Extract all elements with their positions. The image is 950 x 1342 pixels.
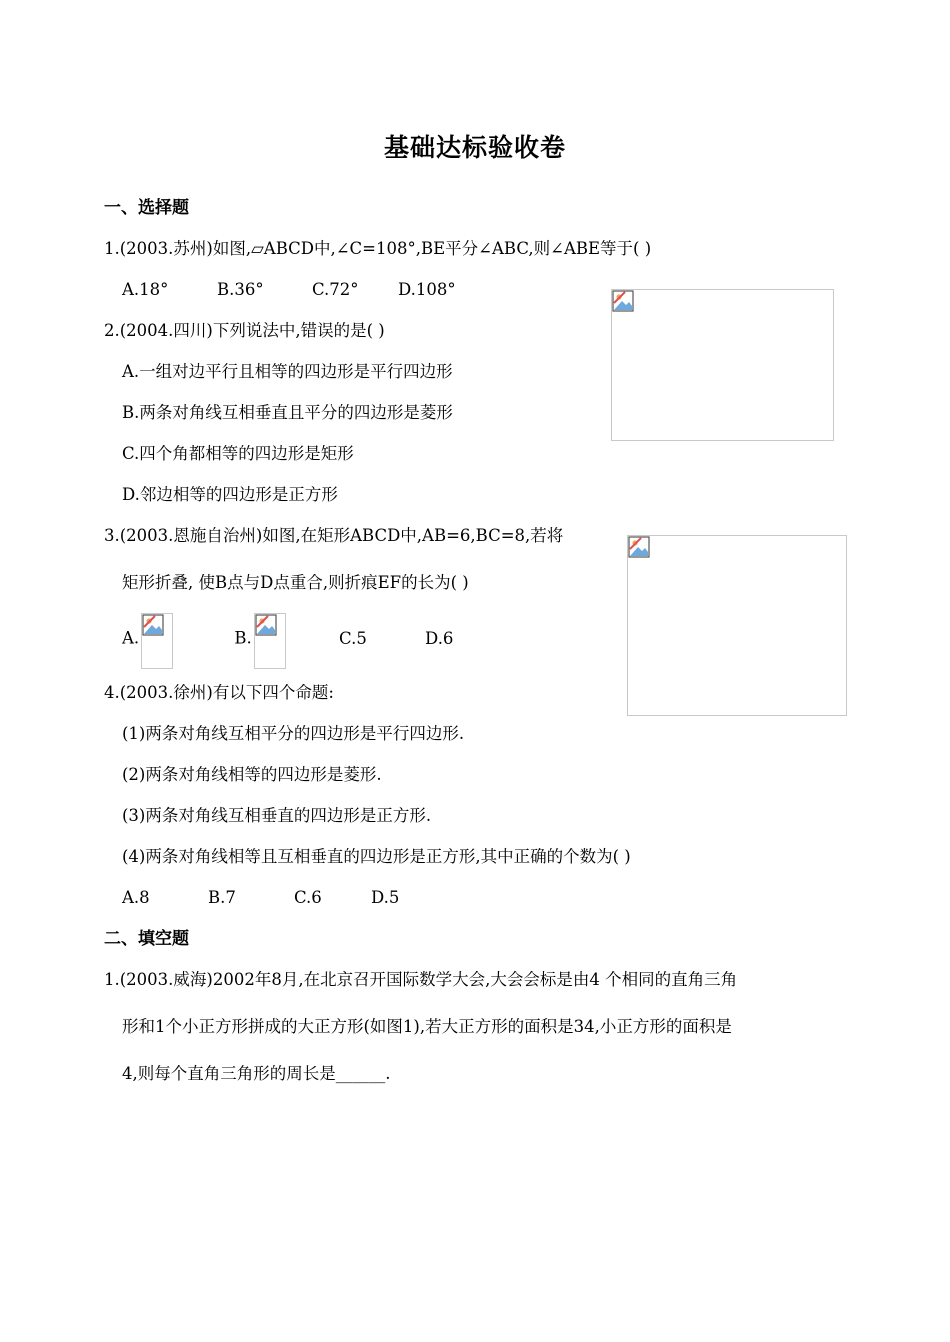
section-heading-fill-in: 二、填空题 — [104, 929, 189, 949]
broken-image-icon — [255, 614, 277, 636]
q3-stem-line1: 3.(2003.恩施自治州)如图,在矩形ABCD中,AB=6,BC=8,若将 — [104, 526, 564, 545]
q3-figure — [627, 535, 847, 716]
broken-image-icon — [142, 614, 164, 636]
q3-option-b-label: B. — [234, 628, 252, 648]
broken-image-icon — [612, 290, 634, 312]
q4-options — [122, 886, 399, 910]
q2-option-a: A.一组对边平行且相等的四边形是平行四边形 — [122, 362, 453, 381]
fill1-line2: 形和1个小正方形拼成的大正方形(如图1),若大正方形的面积是34,小正方形的面积是 — [122, 1017, 732, 1036]
q3-option-a — [122, 611, 173, 667]
q4-stem: 4.(2003.徐州)有以下四个命题: — [104, 683, 334, 702]
section-heading-multiple-choice: 一、选择题 — [104, 198, 189, 218]
q1-stem: 1.(2003.苏州)如图,▱ABCD中,∠C=108°,BE平分∠ABC,则∠ABE等于( ) — [104, 239, 652, 258]
q4-option-b: B.7 — [208, 888, 236, 907]
q1-option-b: B.36° — [217, 280, 264, 299]
q4-item-3: (3)两条对角线互相垂直的四边形是正方形. — [122, 806, 432, 825]
q1-option-d: D.108° — [398, 280, 456, 299]
q1-option-a: A.18° — [122, 280, 169, 299]
broken-image-icon — [628, 536, 650, 558]
page-title: 基础达标验收卷 — [383, 133, 566, 162]
q3-option-b — [234, 611, 285, 667]
q3-options — [122, 611, 453, 667]
q3-option-c: C.5 — [339, 628, 367, 648]
q4-item-1: (1)两条对角线互相平分的四边形是平行四边形. — [122, 724, 465, 743]
q4-option-a: A.8 — [122, 888, 150, 907]
q4-option-d: D.5 — [371, 888, 400, 907]
q1-options — [122, 278, 456, 302]
fill1-line3: 4,则每个直角三角形的周长是______. — [122, 1064, 391, 1083]
q3-option-a-label: A. — [122, 628, 140, 648]
q4-option-c: C.6 — [294, 888, 322, 907]
q2-option-d: D.邻边相等的四边形是正方形 — [122, 485, 338, 504]
q3-option-a-image — [141, 613, 173, 669]
q2-stem: 2.(2004.四川)下列说法中,错误的是( ) — [104, 321, 385, 340]
q3-stem-line2: 矩形折叠, 使B点与D点重合,则折痕EF的长为( ) — [122, 573, 469, 592]
q2-option-c: C.四个角都相等的四边形是矩形 — [122, 444, 354, 463]
q4-item-2: (2)两条对角线相等的四边形是菱形. — [122, 765, 382, 784]
fill1-line1: 1.(2003.威海)2002年8月,在北京召开国际数学大会,大会会标是由4 个相同的直角三角 — [104, 970, 738, 989]
q4-item-4: (4)两条对角线相等且互相垂直的四边形是正方形,其中正确的个数为( ) — [122, 847, 631, 866]
q3-option-b-image — [254, 613, 286, 669]
q2-option-b: B.两条对角线互相垂直且平分的四边形是菱形 — [122, 403, 453, 422]
q1-figure — [611, 289, 834, 441]
q3-option-d: D.6 — [425, 628, 454, 648]
q1-option-c: C.72° — [312, 280, 359, 299]
